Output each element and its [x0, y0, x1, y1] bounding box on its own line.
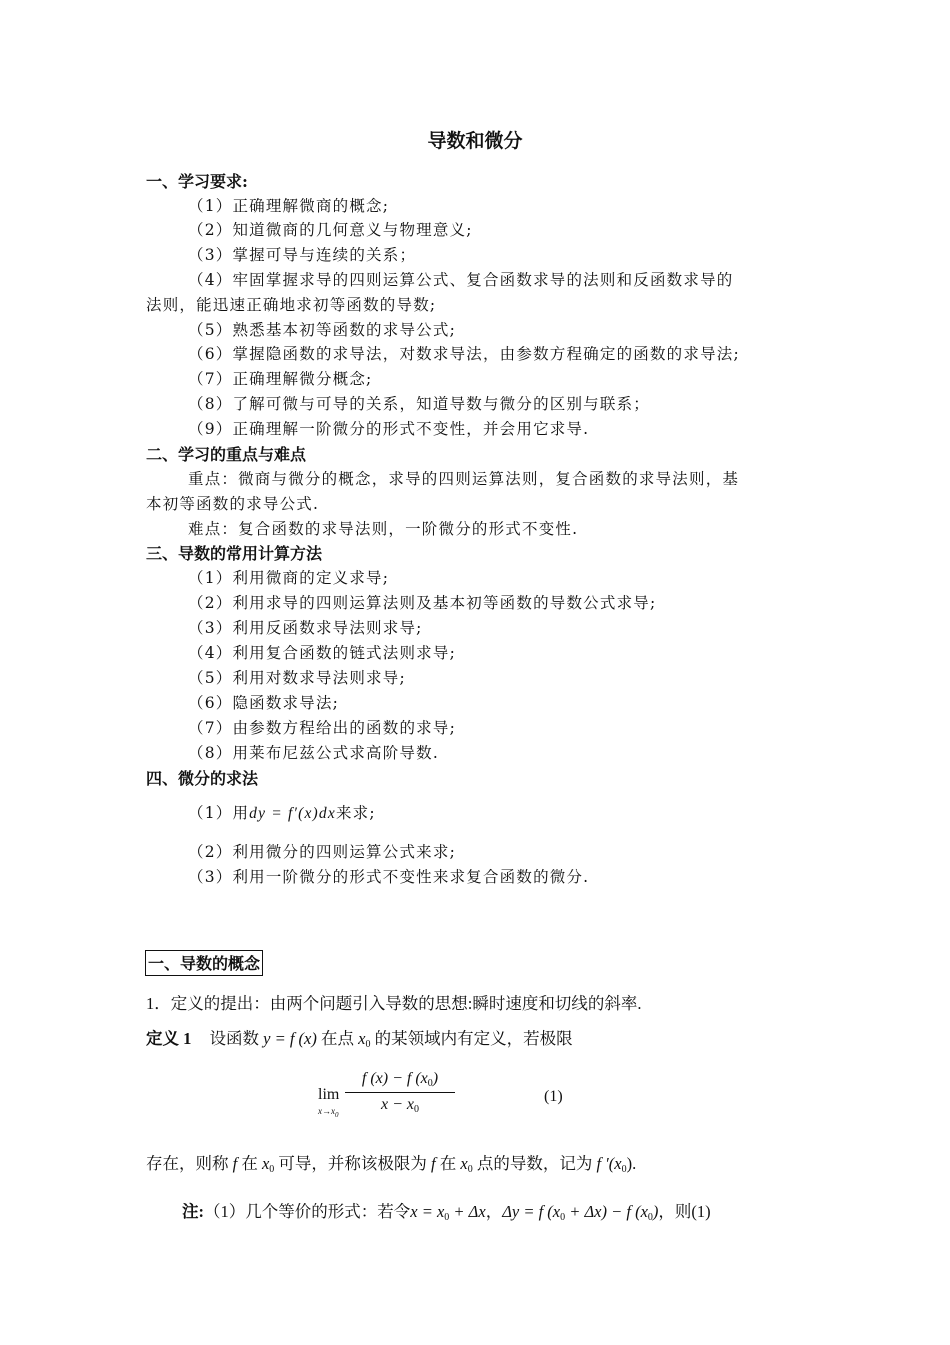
equation-number: (1)	[544, 1088, 563, 1105]
list-item: （3）掌握可导与连续的关系；	[188, 246, 417, 264]
section-heading-2: 二、学习的重点与难点	[146, 445, 307, 464]
difference-quotient	[345, 1070, 455, 1115]
list-item: （7）正确理解微分概念;	[188, 370, 373, 388]
definition-1: 定义 1 设函数 y = f (x) 在点 $x_0$ 的某领域内有定义，若极限	[146, 1029, 573, 1050]
list-item: （1）用dy = f′(x)dx来求;	[188, 804, 376, 822]
note-label: 注:	[182, 1202, 204, 1221]
list-item: （2）利用微分的四则运算公式来求;	[188, 843, 456, 861]
limit-operator: lim	[318, 1086, 340, 1103]
boxed-section-heading: 一、导数的概念	[145, 950, 263, 976]
definition-label: 定义 1	[146, 1029, 192, 1048]
list-item: （2）知道微商的几何意义与物理意义;	[188, 221, 473, 239]
list-item: （8）了解可微与可导的关系，知道导数与微分的区别与联系；	[188, 395, 650, 413]
key-points-continuation: 本初等函数的求导公式.	[146, 495, 320, 513]
list-item: （1）利用微商的定义求导;	[188, 569, 390, 587]
difficult-points: 难点：复合函数的求导法则，一阶微分的形式不变性.	[188, 520, 579, 538]
differential-formula: dy = f′(x)dx	[249, 805, 336, 822]
fraction-numerator: f (x) − f $(x_0)$	[345, 1070, 455, 1093]
page-title: 导数和微分	[427, 130, 523, 152]
list-item: （3）利用一阶微分的形式不变性来求复合函数的微分.	[188, 868, 590, 886]
paragraph-definition-origin: 1．定义的提出：由两个问题引入导数的思想:瞬时速度和切线的斜率.	[146, 994, 642, 1013]
section-heading-3: 三、导数的常用计算方法	[146, 544, 323, 563]
list-item: （6）掌握隐函数的求导法，对数求导法，由参数方程确定的函数的求导法;	[188, 345, 740, 363]
list-item-continuation: 法则，能迅速正确地求初等函数的导数;	[146, 296, 437, 314]
list-item: （3）利用反函数求导法则求导;	[188, 619, 423, 637]
list-item: （1）正确理解微商的概念;	[188, 197, 390, 215]
list-item: （2）利用求导的四则运算法则及基本初等函数的导数公式求导;	[188, 594, 657, 612]
list-item: （5）熟悉基本初等函数的求导公式;	[188, 321, 456, 339]
section-heading-4: 四、微分的求法	[146, 769, 259, 788]
limit-subscript: $x\to x_0$	[318, 1106, 339, 1119]
key-points: 重点：微商与微分的概念，求导的四则运算法则，复合函数的求导法则，基	[188, 470, 740, 488]
list-item: （5）利用对数求导法则求导;	[188, 669, 406, 687]
list-item: （4）利用复合函数的链式法则求导;	[188, 644, 456, 662]
list-item: （4）牢固掌握求导的四则运算公式、复合函数求导的法则和反函数求导的	[188, 271, 734, 289]
list-item: （9）正确理解一阶微分的形式不变性，并会用它求导.	[188, 420, 590, 438]
fraction-denominator: $x - x_0$	[381, 1096, 419, 1115]
list-item: （8）用莱布尼兹公式求高阶导数.	[188, 744, 439, 762]
section-heading-1: 一、学习要求:	[146, 172, 248, 191]
paragraph-derivative-definition: 存在，则称 f 在 $x_0$ 可导，并称该极限为 f 在 $x_0$ 点的导数，记为 f $'(x_0)$.	[146, 1154, 637, 1175]
note-paragraph: 注:（1）几个等价的形式：若令$x = x_0 + \Delta x$，Δy = f $(x_0 + \Delta x) - f$ $(x_0)$，则(1)	[182, 1202, 711, 1223]
list-item: （6）隐函数求导法;	[188, 694, 340, 712]
list-item: （7）由参数方程给出的函数的求导;	[188, 719, 456, 737]
